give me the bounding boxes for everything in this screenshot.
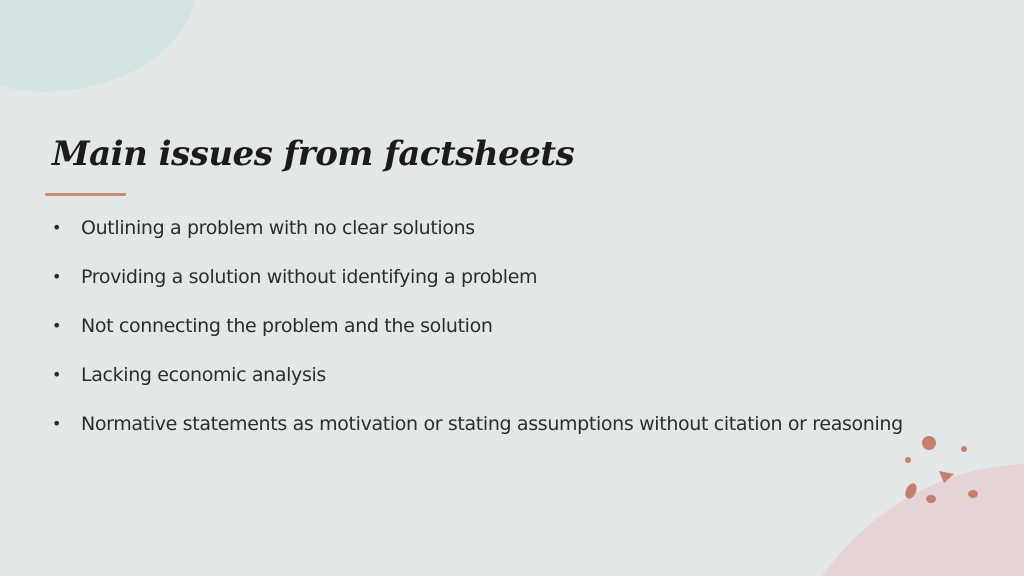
bullet-text: Not connecting the problem and the solution (81, 315, 493, 337)
page-title: Main issues from factsheets (52, 134, 575, 174)
pink-corner-blob (822, 464, 1024, 576)
title-underline (45, 193, 126, 196)
dot-small-1 (961, 446, 967, 452)
bullet-text: Providing a solution without identifying a problem (81, 266, 538, 288)
dot-oval-2 (968, 490, 978, 498)
bullet-marker: • (52, 365, 62, 384)
bullet-text: Lacking economic analysis (81, 364, 326, 386)
dot-small-2 (905, 457, 911, 463)
bullet-text: Normative statements as motivation or stating assumptions without citation or reasoning (81, 413, 903, 435)
bullet-marker: • (52, 267, 62, 286)
bullet-marker: • (52, 316, 62, 335)
dot-large (922, 436, 936, 450)
dot-oval-1 (926, 495, 936, 503)
teal-corner-blob (0, 0, 195, 92)
bullet-marker: • (52, 218, 62, 237)
bullet-marker: • (52, 414, 62, 433)
bullet-text: Outlining a problem with no clear solutions (81, 217, 475, 239)
